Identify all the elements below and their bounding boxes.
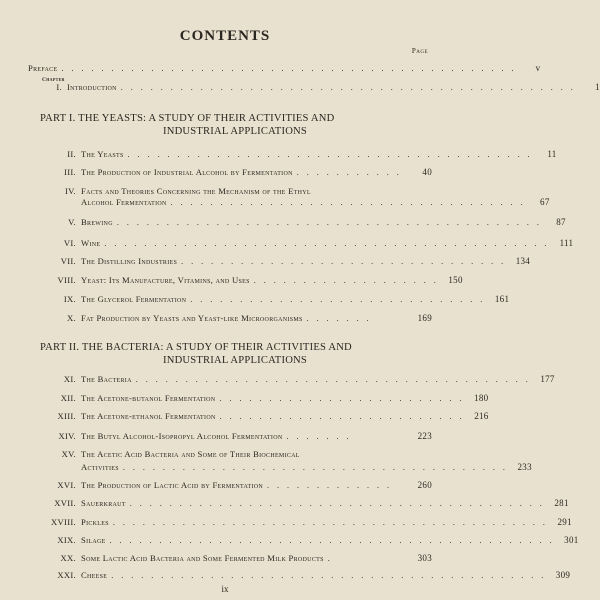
toc-entry: [30, 553, 432, 563]
chapter-column-heading: Chapter: [42, 77, 65, 83]
toc-entry-number: XV.: [61, 449, 76, 459]
toc-entry-label: The Acetone-butanol Fermentation: [81, 393, 216, 403]
toc-entry-label: Alcohol Fermentation: [81, 197, 167, 207]
part-heading-line: INDUSTRIAL APPLICATIONS: [163, 126, 307, 137]
leader-dots: . . . . . . . . . . .: [296, 168, 402, 177]
toc-entry-page: 281: [554, 498, 569, 508]
part-heading-line: PART II. THE BACTERIA: A STUDY OF THEIR ACTIVITIES AND: [40, 342, 352, 353]
toc-entry-page: 301: [564, 535, 579, 545]
toc-entry-number: XXI.: [57, 570, 76, 580]
leader-dots: . . . . . . . . . . . . . . . . . . . . . . . . . . . . . . . . . . . . . . . . . . .: [116, 218, 542, 227]
toc-entry-label: Sauerkraut: [81, 498, 126, 508]
toc-entry-page: 169: [417, 313, 432, 323]
page-column-heading: Page: [411, 47, 428, 55]
toc-entry-number: XIX.: [57, 535, 76, 545]
page-title: CONTENTS: [179, 28, 271, 44]
toc-entry-label: Cheese: [81, 570, 108, 580]
toc-entry-page: 150: [448, 275, 463, 285]
part-one-heading: [40, 112, 410, 138]
toc-entry-page: 177: [540, 374, 555, 384]
leader-dots: . . . . . . . . . . . . . . . . . . .: [253, 276, 439, 285]
toc-entry-number: II.: [67, 149, 76, 159]
toc-entry-preface: [28, 63, 541, 73]
leader-dots: . . . . . . . . . . . . . . . . . . . . . . . . . . . . . . . . . . . . . . . . . .: [129, 499, 545, 508]
toc-entry-label: The Butyl Alcohol-Isopropyl Alcohol Fermentation: [81, 431, 283, 441]
toc-entry: [30, 167, 432, 177]
toc-entry-page: 40: [422, 167, 432, 177]
toc-entry-label: Preface: [28, 63, 58, 73]
toc-entry-number: XIII.: [57, 411, 76, 421]
toc-entry-number: XII.: [60, 393, 76, 403]
toc-entry-page: 303: [417, 553, 432, 563]
leader-dots: . . . . . . . . . . . . . . . . . . . . . . . . . . . . . . . . . . . . . . . . . . . .: [111, 571, 547, 580]
toc-entry-label: The Acetic Acid Bacteria and Some of Their Biochemical: [81, 449, 300, 459]
toc-entry-number: XVIII.: [51, 517, 76, 527]
leader-dots: . . . . . . . . . . . . . . . . . . . . . . . . . . . . . . . . . . . . . . . . .: [127, 150, 533, 159]
toc-entry-number: III.: [64, 167, 76, 177]
toc-entry-page: 309: [555, 570, 571, 580]
toc-entry-page: 111: [559, 238, 574, 248]
toc-entry-label: Pickles: [81, 517, 109, 527]
toc-entry-page: 260: [417, 480, 432, 490]
toc-entry-number: I.: [56, 82, 62, 92]
toc-entry-label: Wine: [81, 238, 101, 248]
part-heading-line: INDUSTRIAL APPLICATIONS: [163, 355, 307, 366]
toc-entry-label: The Acetone-ethanol Fermentation: [81, 411, 216, 421]
toc-entry-label: The Production of Lactic Acid by Fermentation: [81, 480, 264, 490]
toc-entry-page: 67: [540, 197, 550, 207]
toc-entry-label: Some Lactic Acid Bacteria and Some Fermented Milk Products: [81, 553, 324, 563]
toc-entry-label: Introduction: [67, 82, 117, 92]
toc-entry: [30, 535, 579, 545]
leader-dots: . . . . . . .: [286, 432, 352, 441]
leader-dots: . . . . . . . . . . . . . . . . . . . . . . . . . . . . . . . . . . . .: [170, 198, 526, 207]
toc-entry-number: V.: [68, 217, 76, 227]
toc-entry-label: The Glycerol Fermentation: [81, 294, 187, 304]
toc-entry-page: v: [535, 63, 541, 73]
leader-dots: . . . . . . . . . . . . . . . . . . . . . . . . . . . . . . . . .: [181, 257, 507, 266]
leader-dots: . . . . . . . . . . . . . . . . . . . . . . . . . . . . . . . . . . . . . . . . . . . . . .: [120, 83, 576, 92]
toc-entry-number: IV.: [64, 186, 76, 196]
toc-entry-page: 87: [556, 217, 566, 227]
part-heading-line: PART I. THE YEASTS: A STUDY OF THEIR ACTIVITIES AND: [40, 113, 335, 124]
toc-entry-number: XI.: [63, 374, 76, 384]
leader-dots: . . . . . . . . . . . . . . . . . . . . . . . . . . . . . . . . . . . . . . . . . . . . . .: [61, 64, 517, 73]
toc-entry-label: Yeast: Its Manufacture, Vitamins, and Uses: [81, 275, 250, 285]
toc-entry: [30, 294, 510, 304]
toc-entry-introduction: [30, 82, 600, 92]
toc-entry: [30, 256, 531, 266]
toc-entry-number: XIV.: [58, 431, 76, 441]
toc-entry-page: 223: [417, 431, 432, 441]
toc-entry-label: Silage: [81, 535, 106, 545]
toc-entry-label: Brewing: [81, 217, 113, 227]
toc-entry-page: 291: [557, 517, 572, 527]
toc-entry-number: VIII.: [57, 275, 76, 285]
part-two-heading: [40, 341, 410, 367]
toc-entry-label: The Yeasts: [81, 149, 124, 159]
toc-entry: [30, 238, 574, 248]
page-number-footer: ix: [221, 584, 229, 594]
toc-entry-label: Fat Production by Yeasts and Yeast-like Microorganisms: [81, 313, 303, 323]
leader-dots: . . . . . . . . . . . . . . . . . . . . . . . . . . . . . .: [190, 295, 486, 304]
toc-entry: [30, 517, 572, 527]
toc-entry-page: 180: [474, 393, 489, 403]
toc-entry-number: XX.: [60, 553, 76, 563]
toc-entry-number: XVI.: [57, 480, 76, 490]
toc-entry-label: The Production of Industrial Alcohol by Fermentation: [81, 167, 293, 177]
toc-entry-page: 161: [494, 294, 510, 304]
toc-entry: [30, 480, 432, 490]
toc-entry-continuation: [81, 462, 532, 472]
toc-entry-number: VII.: [60, 256, 76, 266]
toc-entry-continuation: [81, 197, 550, 207]
toc-entry-number: VI.: [63, 238, 76, 248]
toc-entry-page: 233: [517, 462, 532, 472]
toc-entry: [30, 431, 432, 441]
toc-entry: [30, 498, 569, 508]
toc-entry-number: X.: [67, 313, 76, 323]
leader-dots: . . . . . . . . . . . . . . . . . . . . . . . . . . . . . . . . . . . . . . .: [122, 463, 508, 472]
toc-entry-page: 134: [515, 256, 531, 266]
toc-entry: [30, 449, 432, 459]
toc-entry-page: 11: [547, 149, 557, 159]
toc-entry: [30, 275, 463, 285]
leader-dots: . . . . . . .: [306, 314, 372, 323]
leader-dots: . . . . . . . . . . . . . . . . . . . . . . . . . . . . . . . . . . . . . . . . . . . .: [112, 518, 548, 527]
toc-entry: [30, 186, 432, 196]
toc-entry-page: 1: [594, 82, 600, 92]
toc-entry: [30, 570, 571, 580]
toc-entry: [30, 149, 557, 159]
toc-entry-number: IX.: [63, 294, 76, 304]
toc-entry-label: The Distilling Industries: [81, 256, 178, 266]
toc-entry: [30, 313, 432, 323]
leader-dots: . . . . . . . . . . . . . . . . . . . . . . . . . . . . . . . . . . . . . . . .: [135, 375, 531, 384]
toc-entry: [30, 411, 489, 421]
leader-dots: . . . . . . . . . . . . . . . . . . . . . . . . .: [219, 412, 465, 421]
leader-dots: . . . . . . . . . . . . . . . . . . . . . . . . .: [219, 394, 465, 403]
leader-dots: .: [327, 554, 333, 563]
toc-entry: [30, 217, 566, 227]
leader-dots: . . . . . . . . . . . . . . . . . . . . . . . . . . . . . . . . . . . . . . . . . . . . .: [104, 239, 550, 248]
toc-entry-label: Facts and Theories Concerning the Mechanism of the Ethyl: [81, 186, 311, 196]
leader-dots: . . . . . . . . . . . . .: [267, 481, 393, 490]
leader-dots: . . . . . . . . . . . . . . . . . . . . . . . . . . . . . . . . . . . . . . . . . . . . .: [109, 536, 555, 545]
toc-entry: [30, 374, 555, 384]
toc-entry: [30, 393, 489, 403]
toc-entry-page: 216: [474, 411, 489, 421]
toc-entry-label: The Bacteria: [81, 374, 132, 384]
toc-entry-label: Activities: [81, 462, 119, 472]
toc-entry-number: XVII.: [54, 498, 76, 508]
